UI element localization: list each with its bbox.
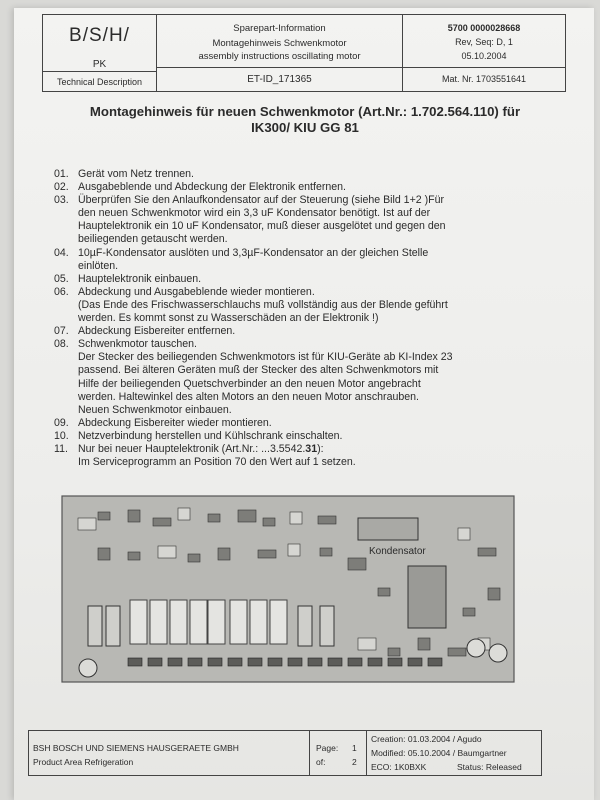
step-number: 04. xyxy=(54,246,69,259)
header-subtitle-en: assembly instructions oscillating motor xyxy=(198,51,361,62)
relay-component xyxy=(250,600,267,644)
step-line xyxy=(78,351,564,364)
step-line-text: Hauptelektronik ein 10 uF Kondensator, muß dieser ausgelötet und gegen den xyxy=(78,220,446,233)
step-number: 07. xyxy=(54,325,69,338)
connector-pin xyxy=(388,658,402,666)
smd-component xyxy=(448,648,466,656)
step-number: 03. xyxy=(54,194,69,207)
connector-pin xyxy=(408,658,422,666)
relay-component xyxy=(150,600,167,644)
smd-component xyxy=(463,608,475,616)
step-line-suffix: ): xyxy=(317,442,324,455)
ic-component xyxy=(106,606,120,646)
smd-component xyxy=(178,508,190,520)
step-line xyxy=(78,378,564,391)
step-line xyxy=(78,168,564,181)
header-doc-cell xyxy=(403,15,565,91)
modified-info: Modified: 05.10.2004 / Baumgartner xyxy=(371,748,507,758)
product-area: Product Area Refrigeration xyxy=(33,757,134,767)
step-line-text: Der Stecker des beiliegenden Schwenkmotors ist für KIU-Geräte ab KI-Index 23 xyxy=(78,351,453,364)
step-line xyxy=(78,286,564,299)
smd-component xyxy=(418,638,430,650)
instruction-step xyxy=(54,181,564,194)
eco-number: ECO: 1K0BXK xyxy=(371,762,427,772)
step-line-text: Netzverbindung herstellen und Kühlschrank einschalten. xyxy=(78,429,343,442)
step-line-text: beiliegenden getauscht werden. xyxy=(78,233,228,246)
step-text xyxy=(78,194,564,246)
relay-component xyxy=(230,600,247,644)
footer-page-cell xyxy=(310,731,367,775)
step-line-text: Abdeckung Eisbereiter entfernen. xyxy=(78,325,236,338)
step-text xyxy=(78,273,564,286)
smd-component xyxy=(78,518,96,530)
of-value: 2 xyxy=(352,757,357,767)
smd-component xyxy=(98,512,110,520)
step-line xyxy=(78,220,564,233)
instruction-step xyxy=(54,286,564,325)
smd-component xyxy=(358,638,376,650)
smd-component xyxy=(218,548,230,560)
document-date: 05.10.2004 xyxy=(461,51,507,61)
technical-description-label: Technical Description xyxy=(56,77,143,87)
relay-component xyxy=(270,600,287,644)
header-info-cell xyxy=(157,15,403,91)
relay-component xyxy=(170,600,187,644)
step-line xyxy=(78,338,564,351)
ic-component xyxy=(298,606,312,646)
instruction-step xyxy=(54,443,564,469)
step-line-text: Nur bei neuer Hauptelektronik (Art.Nr.: ...3.5542. xyxy=(78,442,306,455)
et-id: ET-ID_171365 xyxy=(247,74,312,85)
step-number: 05. xyxy=(54,272,69,285)
step-line xyxy=(78,417,564,430)
smd-component xyxy=(488,588,500,600)
step-line xyxy=(78,404,564,417)
step-text xyxy=(78,286,564,325)
step-number: 10. xyxy=(54,429,69,442)
connector-pin xyxy=(128,658,142,666)
relay-component xyxy=(130,600,147,644)
smd-component xyxy=(158,546,176,558)
header-logo-cell xyxy=(43,15,157,91)
step-line xyxy=(78,325,564,338)
smd-component xyxy=(318,516,336,524)
instruction-step xyxy=(54,430,564,443)
step-text xyxy=(78,168,564,181)
step-text xyxy=(78,338,564,417)
step-line xyxy=(78,430,564,443)
footer-company-cell xyxy=(29,731,310,775)
step-line-text: Abdeckung und Ausgabeblende wieder montieren. xyxy=(78,285,315,298)
smd-component xyxy=(348,558,366,570)
step-line-text: 10µF-Kondensator auslöten und 3,3µF-Kondensator an der gleichen Stelle xyxy=(78,246,429,259)
smd-component xyxy=(128,552,140,560)
kondensator-label: Kondensator xyxy=(369,546,426,557)
footer-meta-cell xyxy=(367,731,541,775)
relay-component xyxy=(208,600,225,644)
sparepart-info-label: Sparepart-Information xyxy=(233,23,326,34)
smd-component xyxy=(378,588,390,596)
title-line-1: Montagehinweis für neuen Schwenkmotor (Art.Nr.: 1.702.564.110) für xyxy=(89,104,521,119)
ic-component xyxy=(88,606,102,646)
step-line-text: einlöten. xyxy=(78,259,119,272)
circuit-board-drawing xyxy=(58,488,522,688)
step-line-text: passend. Bei älteren Geräten muß der Stecker des alten Schwenkmotors mit xyxy=(78,364,439,377)
instruction-list xyxy=(54,168,564,469)
connector-pin xyxy=(208,658,222,666)
step-line xyxy=(78,391,564,404)
connector-pin xyxy=(348,658,362,666)
revision: Rev, Seq: D, 1 xyxy=(455,37,513,47)
connector-pin xyxy=(268,658,282,666)
step-text xyxy=(78,247,564,273)
connector-pin xyxy=(428,658,442,666)
connector-pin xyxy=(308,658,322,666)
material-number: Mat. Nr. 1703551641 xyxy=(441,74,527,84)
smd-component xyxy=(238,510,256,522)
page-label: Page: xyxy=(316,743,339,753)
microcontroller-chip xyxy=(408,566,446,628)
smd-component xyxy=(458,528,470,540)
step-line-text: Neuen Schwenkmotor einbauen. xyxy=(78,403,232,416)
instruction-step xyxy=(54,325,564,338)
instruction-step xyxy=(54,417,564,430)
document-title xyxy=(40,104,570,136)
smd-component xyxy=(288,544,300,556)
step-line-text: Gerät vom Netz trennen. xyxy=(78,168,194,180)
bsh-logo: B/S/H/ xyxy=(69,25,130,46)
connector-pin xyxy=(368,658,382,666)
electrolytic-capacitor xyxy=(489,644,507,662)
electrolytic-capacitor xyxy=(467,639,485,657)
document-number: 5700 0000028668 xyxy=(447,23,521,33)
step-line xyxy=(78,299,564,312)
step-line-text: Abdeckung Eisbereiter wieder montieren. xyxy=(78,416,272,429)
step-number: 01. xyxy=(54,168,69,180)
instruction-step xyxy=(54,194,564,246)
step-number: 09. xyxy=(54,416,69,429)
connector-pin xyxy=(288,658,302,666)
step-line-text: Überprüfen Sie den Anlaufkondensator auf der Steuerung (siehe Bild 1+2 )Für xyxy=(78,194,445,207)
connector-pin xyxy=(228,658,242,666)
instruction-step xyxy=(54,273,564,286)
step-line xyxy=(78,194,564,207)
step-text xyxy=(78,443,564,469)
smd-component xyxy=(263,518,275,526)
step-number: 11. xyxy=(54,442,68,455)
step-number: 08. xyxy=(54,338,69,351)
step-line xyxy=(78,273,564,286)
smd-component xyxy=(290,512,302,524)
smd-component xyxy=(98,548,110,560)
page-value: 1 xyxy=(352,743,357,753)
step-line xyxy=(78,364,564,377)
smd-component xyxy=(208,514,220,522)
step-number: 02. xyxy=(54,181,69,194)
electrolytic-capacitor xyxy=(79,659,97,677)
header-subtitle-de: Montagehinweis Schwenkmotor xyxy=(212,38,347,49)
header-table xyxy=(42,14,566,92)
step-text xyxy=(78,430,564,443)
step-line xyxy=(78,456,564,469)
instruction-step xyxy=(54,247,564,273)
step-line xyxy=(78,181,564,194)
smd-component xyxy=(258,550,276,558)
connector-pin xyxy=(328,658,342,666)
step-line-text: Hilfe der beiliegenden Quetschverbinder an den neuen Motor angebracht xyxy=(78,377,421,390)
smd-component xyxy=(188,554,200,562)
step-line-text: Ausgabeblende und Abdeckung der Elektronik entfernen. xyxy=(78,181,346,194)
step-line xyxy=(78,207,564,220)
footer-table xyxy=(28,730,542,776)
company-name: BSH BOSCH UND SIEMENS HAUSGERAETE GMBH xyxy=(33,743,239,753)
connector-pin xyxy=(188,658,202,666)
step-text xyxy=(78,181,564,194)
step-line-text: Schwenkmotor tauschen. xyxy=(78,338,197,351)
capacitor-area xyxy=(358,518,418,540)
status-info: Status: Released xyxy=(457,762,522,772)
smd-component xyxy=(388,648,400,656)
smd-component xyxy=(153,518,171,526)
step-line-text: Hauptelektronik einbauen. xyxy=(78,272,202,285)
step-line xyxy=(78,443,564,456)
instruction-step xyxy=(54,168,564,181)
step-text xyxy=(78,325,564,338)
connector-pin xyxy=(148,658,162,666)
step-line-text: den neuen Schwenkmotor wird ein 3,3 uF Kondensator benötigt. Ist auf der xyxy=(78,207,431,220)
step-line xyxy=(78,233,564,246)
connector-pin xyxy=(248,658,262,666)
relay-component xyxy=(190,600,207,644)
title-line-2: IK300/ KIU GG 81 xyxy=(251,120,359,135)
step-line xyxy=(78,260,564,273)
pk-label: PK xyxy=(92,59,107,70)
step-line-text: werden. Es kommt sonst zu Wasserschäden an der Elektronik !) xyxy=(78,312,379,325)
step-line-text: werden. Haltewinkel des alten Motors an den neuen Motor anschrauben. xyxy=(78,390,419,403)
step-line xyxy=(78,312,564,325)
smd-component xyxy=(478,548,496,556)
step-line xyxy=(78,247,564,260)
step-number: 06. xyxy=(54,285,69,298)
instruction-step xyxy=(54,338,564,417)
of-label: of: xyxy=(316,757,326,767)
article-number-suffix: 31 xyxy=(305,442,318,455)
step-line-text: Im Serviceprogramm an Position 70 den Wert auf 1 setzen. xyxy=(78,456,356,469)
smd-component xyxy=(128,510,140,522)
ic-component xyxy=(320,606,334,646)
step-line-text: (Das Ende des Frischwasserschlauchs muß vollständig aus der Blende geführt xyxy=(78,298,448,311)
smd-component xyxy=(320,548,332,556)
step-text xyxy=(78,417,564,430)
creation-info: Creation: 01.03.2004 / Agudo xyxy=(371,734,482,744)
circuit-board-image xyxy=(58,488,522,688)
connector-pin xyxy=(168,658,182,666)
